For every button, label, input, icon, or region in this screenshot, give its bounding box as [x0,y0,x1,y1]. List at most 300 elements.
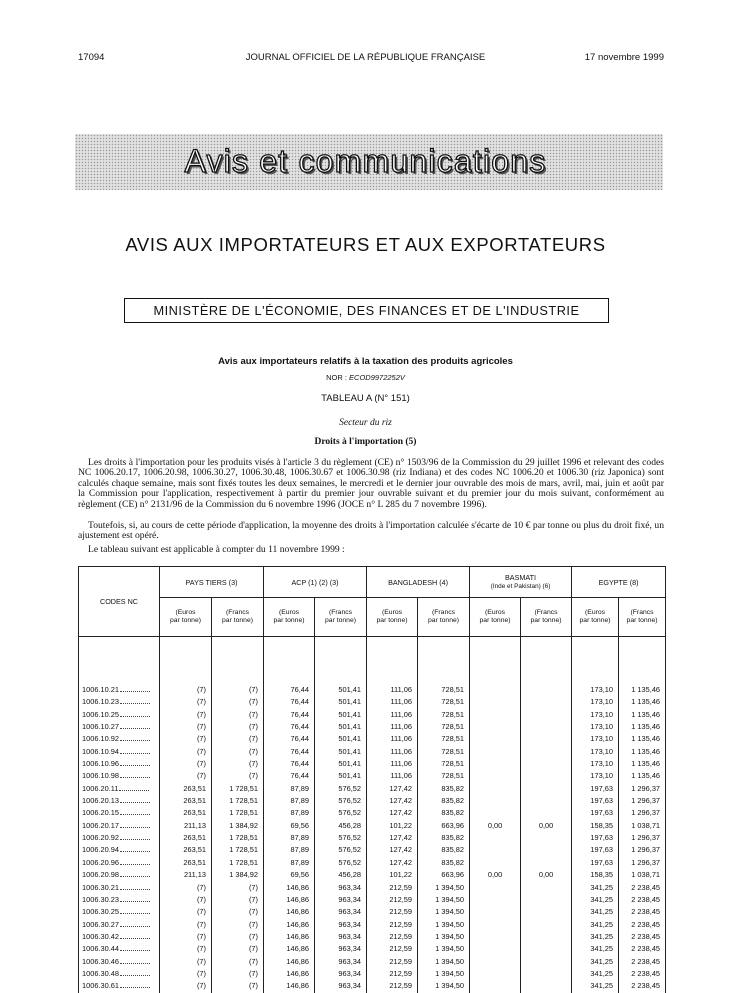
table-row [79,919,666,931]
unit-header-euros [470,598,521,637]
value-cell: 1 394,50 [418,906,470,918]
value-cell: 146,86 [264,919,315,931]
value-cell: (7) [160,696,212,708]
value-cell: 1 296,37 [619,832,666,844]
value-cell [521,882,572,894]
code-value: 1006.20.17 [82,820,119,830]
value-cell: (7) [212,709,264,721]
leader-dots [120,851,150,852]
value-cell [470,919,521,931]
table-row [79,968,666,980]
value-cell: 1 135,46 [619,709,666,721]
code-cell [79,869,160,881]
value-cell: 1 135,46 [619,721,666,733]
code-value: 1006.10.23 [82,697,119,707]
code-cell [79,956,160,968]
value-cell: 341,25 [572,906,619,918]
paragraph-2 [78,521,664,542]
value-cell: 341,25 [572,931,619,943]
value-cell: (7) [212,696,264,708]
leader-dots [120,839,150,840]
code-cell [79,684,160,696]
code-value: 1006.30.42 [82,931,119,941]
leader-dots [120,864,150,865]
table-row [79,882,666,894]
value-cell [470,956,521,968]
table-row [79,758,666,770]
value-cell: 2 238,45 [619,906,666,918]
group-header: PAYS TIERS (3) [160,567,264,598]
leader-dots [119,790,149,791]
value-cell: (7) [160,770,212,782]
code-cell [79,709,160,721]
value-cell: 211,13 [160,869,212,881]
value-cell: 197,63 [572,795,619,807]
value-cell: 341,25 [572,968,619,980]
value-cell: (7) [160,906,212,918]
value-cell: 963,34 [315,894,367,906]
value-cell: 197,63 [572,832,619,844]
value-cell: 76,44 [264,684,315,696]
code-cell [79,968,160,980]
value-cell [521,795,572,807]
value-cell: (7) [160,882,212,894]
value-cell: 76,44 [264,721,315,733]
group-header-basmati [470,567,572,598]
value-cell: 576,52 [315,783,367,795]
leader-dots [120,814,150,815]
value-cell: 127,42 [367,844,418,856]
code-value: 1006.20.11 [82,783,119,793]
value-cell: 501,41 [315,721,367,733]
unit-line-1: (Euros [382,609,403,616]
value-cell: 173,10 [572,709,619,721]
code-cell [79,906,160,918]
value-cell: (7) [212,894,264,906]
value-cell: 1 394,50 [418,956,470,968]
value-cell: 2 238,45 [619,980,666,992]
value-cell [470,795,521,807]
value-cell: (7) [212,882,264,894]
code-value: 1006.10.96 [82,759,119,769]
value-cell: 197,63 [572,807,619,819]
table-row [79,733,666,745]
table-spacer-row [79,637,666,685]
table-row [79,869,666,881]
value-cell: 146,86 [264,931,315,943]
table-row [79,795,666,807]
code-value: 1006.30.61 [82,981,119,991]
value-cell: (7) [212,721,264,733]
value-cell: 501,41 [315,770,367,782]
value-cell: 501,41 [315,733,367,745]
value-cell: 1 135,46 [619,696,666,708]
code-cell [79,721,160,733]
table-row [79,956,666,968]
value-cell: 146,86 [264,980,315,992]
value-cell: (7) [212,746,264,758]
unit-header-euros [160,598,212,637]
nor-label: NOR : [326,373,347,382]
value-cell: 728,51 [418,746,470,758]
value-cell: 835,82 [418,807,470,819]
value-cell: 212,59 [367,906,418,918]
code-value: 1006.30.44 [82,944,119,954]
value-cell: 1 728,51 [212,807,264,819]
sector-label: Secteur du riz [339,418,392,428]
code-cell [79,746,160,758]
value-cell: 501,41 [315,684,367,696]
spacer-cell [264,637,315,685]
unit-line-1: (Francs [432,609,456,616]
leader-dots [120,975,150,976]
section-banner-title: Avis et communications [184,143,547,179]
value-cell: 158,35 [572,820,619,832]
code-value: 1006.10.98 [82,771,119,781]
value-cell: 76,44 [264,746,315,758]
spacer-cell [367,637,418,685]
value-cell: 1 135,46 [619,758,666,770]
unit-header-francs [212,598,264,637]
value-cell: 341,25 [572,943,619,955]
value-cell: 76,44 [264,709,315,721]
leader-dots [120,913,150,914]
value-cell: 173,10 [572,696,619,708]
value-cell: 2 238,45 [619,943,666,955]
code-value: 1006.20.92 [82,833,119,843]
value-cell: 1 728,51 [212,857,264,869]
value-cell [521,721,572,733]
spacer-cell [160,637,212,685]
table-row [79,721,666,733]
value-cell: (7) [212,770,264,782]
value-cell: 1 728,51 [212,832,264,844]
value-cell: 1 394,50 [418,894,470,906]
value-cell: 146,86 [264,943,315,955]
value-cell: 127,42 [367,857,418,869]
unit-line-1: (Francs [225,609,250,616]
value-cell: 2 238,45 [619,968,666,980]
leader-dots [120,938,150,939]
value-cell: 2 238,45 [619,919,666,931]
code-value: 1006.20.98 [82,870,119,880]
value-cell: 1 394,50 [418,980,470,992]
value-cell: 111,06 [367,709,418,721]
unit-line-1: (Euros [279,609,300,616]
value-cell: 1 384,92 [212,869,264,881]
value-cell: 1 394,50 [418,943,470,955]
leader-dots [120,901,150,902]
unit-line-2: par tonne) [170,617,201,624]
value-cell [521,709,572,721]
unit-line-1: (Francs [534,609,558,616]
value-cell [521,696,572,708]
value-cell: (7) [160,956,212,968]
value-cell: 127,42 [367,783,418,795]
value-cell [470,857,521,869]
value-cell: 173,10 [572,758,619,770]
value-cell [470,684,521,696]
value-cell: 963,34 [315,906,367,918]
value-cell: 212,59 [367,882,418,894]
code-value: 1006.30.25 [82,907,119,917]
value-cell: 1 135,46 [619,746,666,758]
value-cell: 111,06 [367,696,418,708]
value-cell: 963,34 [315,968,367,980]
value-cell: 0,00 [470,820,521,832]
value-cell: 501,41 [315,709,367,721]
value-cell: (7) [212,931,264,943]
code-value: 1006.10.92 [82,734,119,744]
value-cell: 728,51 [418,770,470,782]
value-cell: 1 135,46 [619,733,666,745]
code-value: 1006.20.15 [82,808,119,818]
unit-line-1: (Euros [585,609,606,616]
value-cell: 1 296,37 [619,783,666,795]
value-cell: (7) [212,968,264,980]
value-cell: (7) [160,733,212,745]
value-cell: 211,13 [160,820,212,832]
table-row [79,844,666,856]
value-cell: 963,34 [315,919,367,931]
value-cell [470,882,521,894]
table-row [79,832,666,844]
value-cell: 87,89 [264,795,315,807]
unit-line-2: par tonne) [579,617,611,624]
value-cell [521,968,572,980]
value-cell: 158,35 [572,869,619,881]
page-number: 17094 [78,52,105,63]
value-cell: 197,63 [572,857,619,869]
value-cell: 1 038,71 [619,820,666,832]
unit-line-2: par tonne) [530,617,562,624]
import-duties-table [78,566,666,993]
value-cell: (7) [160,894,212,906]
unit-line-2: par tonne) [222,617,253,624]
leader-dots [120,802,150,803]
value-cell: 173,10 [572,770,619,782]
value-cell: 728,51 [418,758,470,770]
value-cell: 146,86 [264,882,315,894]
value-cell: 263,51 [160,832,212,844]
code-cell [79,931,160,943]
value-cell: 87,89 [264,807,315,819]
unit-line-1: (Euros [485,609,506,616]
leader-dots [120,728,150,729]
value-cell: 1 394,50 [418,919,470,931]
value-cell [521,844,572,856]
value-cell: 111,06 [367,746,418,758]
value-cell: 197,63 [572,844,619,856]
table-row [79,684,666,696]
leader-dots [120,765,150,766]
value-cell: 263,51 [160,844,212,856]
table-row [79,783,666,795]
code-cell [79,882,160,894]
code-cell [79,783,160,795]
value-cell: 663,96 [418,820,470,832]
table-row [79,820,666,832]
value-cell [521,857,572,869]
value-cell: 1 728,51 [212,844,264,856]
code-value: 1006.10.27 [82,722,119,732]
value-cell: 963,34 [315,956,367,968]
value-cell: (7) [212,956,264,968]
value-cell: 212,59 [367,931,418,943]
code-value: 1006.30.23 [82,894,119,904]
value-cell [470,758,521,770]
value-cell: 835,82 [418,844,470,856]
unit-line-2: par tonne) [626,617,658,624]
value-cell: 1 135,46 [619,684,666,696]
unit-line-2: par tonne) [479,617,511,624]
code-value: 1006.30.27 [82,919,119,929]
code-cell [79,807,160,819]
value-cell [521,894,572,906]
leader-dots [120,740,150,741]
code-value: 1006.20.13 [82,796,119,806]
unit-header-francs [315,598,367,637]
value-cell: 111,06 [367,733,418,745]
value-cell: 1 394,50 [418,968,470,980]
value-cell [470,709,521,721]
value-cell [470,980,521,992]
value-cell: (7) [212,943,264,955]
value-cell: 456,28 [315,869,367,881]
value-cell [521,931,572,943]
unit-header-francs [521,598,572,637]
spacer-cell [619,637,666,685]
value-cell: 2 238,45 [619,894,666,906]
ministry-box: MINISTÈRE DE L'ÉCONOMIE, DES FINANCES ET DE L'INDUSTRIE [124,298,609,323]
value-cell: (7) [160,943,212,955]
group-header: EGYPTE (8) [572,567,666,598]
paragraph-text: Le tableau suivant est applicable à compter du 11 novembre 1999 : [88,544,345,555]
table-row [79,807,666,819]
value-cell: 1 384,92 [212,820,264,832]
value-cell: 263,51 [160,783,212,795]
unit-header-euros [367,598,418,637]
value-cell: 173,10 [572,746,619,758]
code-cell [79,894,160,906]
spacer-cell [418,637,470,685]
value-cell: (7) [160,919,212,931]
spacer-cell [212,637,264,685]
value-cell [521,758,572,770]
table-row [79,746,666,758]
value-cell [470,721,521,733]
value-cell [521,906,572,918]
code-cell [79,919,160,931]
value-cell [470,906,521,918]
code-cell [79,758,160,770]
value-cell: 212,59 [367,943,418,955]
value-cell: 963,34 [315,931,367,943]
group-header: BANGLADESH (4) [367,567,470,598]
value-cell: 1 296,37 [619,857,666,869]
leader-dots [120,926,150,927]
value-cell: 101,22 [367,869,418,881]
value-cell: 1 135,46 [619,770,666,782]
value-cell: 197,63 [572,783,619,795]
unit-line-2: par tonne) [376,617,408,624]
value-cell: 1 038,71 [619,869,666,881]
paragraph-3 [78,545,664,555]
value-cell: 835,82 [418,857,470,869]
value-cell: 212,59 [367,894,418,906]
value-cell: 212,59 [367,956,418,968]
table-row [79,894,666,906]
value-cell [470,783,521,795]
code-value: 1006.30.48 [82,968,119,978]
codes-nc-header: CODES NC [79,567,160,637]
value-cell: 576,52 [315,832,367,844]
value-cell: 0,00 [521,869,572,881]
value-cell: 111,06 [367,758,418,770]
value-cell: 1 296,37 [619,807,666,819]
unit-line-2: par tonne) [428,617,460,624]
value-cell: (7) [212,684,264,696]
table-row [79,709,666,721]
value-cell: (7) [160,968,212,980]
value-cell: 2 238,45 [619,956,666,968]
value-cell: 127,42 [367,832,418,844]
paragraph-text: Toutefois, si, au cours de cette période d'application, la moyenne des droits à l'importation calculée s'écarte de 10 € par tonne ou plus du droit fixé, un ajustement est opéré. [78,520,664,542]
value-cell: (7) [212,980,264,992]
code-value: 1006.10.94 [82,746,119,756]
value-cell: 127,42 [367,795,418,807]
code-value: 1006.30.46 [82,956,119,966]
value-cell: 76,44 [264,758,315,770]
value-cell [521,733,572,745]
paragraph-text: Les droits à l'importation pour les produits visés à l'article 3 du règlement (CE) n° 1503/96 de la Commission du 29 juillet 1996 et relevant des codes NC 1006.20.17, 1006.20.98, 1006.30.27, 1006.30.48, 1006.30.67 et 1006.30.98 (riz Indiana) et des codes NC 1006.20 et 1006.30 (riz Japonica) sont calculés chaque semaine, mais sont fixés toutes les deux semaines, le mercredi et le dernier jour ouvrable des mois de mars, avril, mai, juin et août par la Commission pour l'application, respectivement à partir du premier jour ouvrable suivant et du premier jour du mois suivant, conformément au règlement (CE) n° 2131/96 de la Commission du 6 novembre 1996 (JOCE n° L 285 du 7 novembre 1996). [78,457,664,510]
code-cell [79,795,160,807]
leader-dots [120,889,150,890]
value-cell: 1 394,50 [418,882,470,894]
table-row [79,980,666,992]
value-cell: 146,86 [264,894,315,906]
value-cell: (7) [160,931,212,943]
section-heading: Droits à l'importation (5) [314,437,417,447]
value-cell: 263,51 [160,807,212,819]
value-cell: 76,44 [264,696,315,708]
value-cell: (7) [212,919,264,931]
value-cell: (7) [160,980,212,992]
code-cell [79,820,160,832]
spacer-cell [79,637,160,685]
value-cell [521,783,572,795]
code-value: 1006.10.25 [82,709,119,719]
value-cell [521,943,572,955]
value-cell [470,696,521,708]
value-cell: 576,52 [315,795,367,807]
value-cell: 69,56 [264,869,315,881]
value-cell: 2 238,45 [619,882,666,894]
leader-dots [120,753,150,754]
journal-title: JOURNAL OFFICIEL DE LA RÉPUBLIQUE FRANÇAISE [245,52,486,63]
value-cell: 111,06 [367,770,418,782]
value-cell [470,844,521,856]
unit-line-1: (Euros [175,609,196,616]
value-cell: 501,41 [315,758,367,770]
value-cell: 1 728,51 [212,795,264,807]
value-cell: 835,82 [418,795,470,807]
value-cell: 456,28 [315,820,367,832]
leader-dots [120,691,150,692]
spacer-cell [521,637,572,685]
value-cell [470,832,521,844]
leader-dots [120,777,150,778]
